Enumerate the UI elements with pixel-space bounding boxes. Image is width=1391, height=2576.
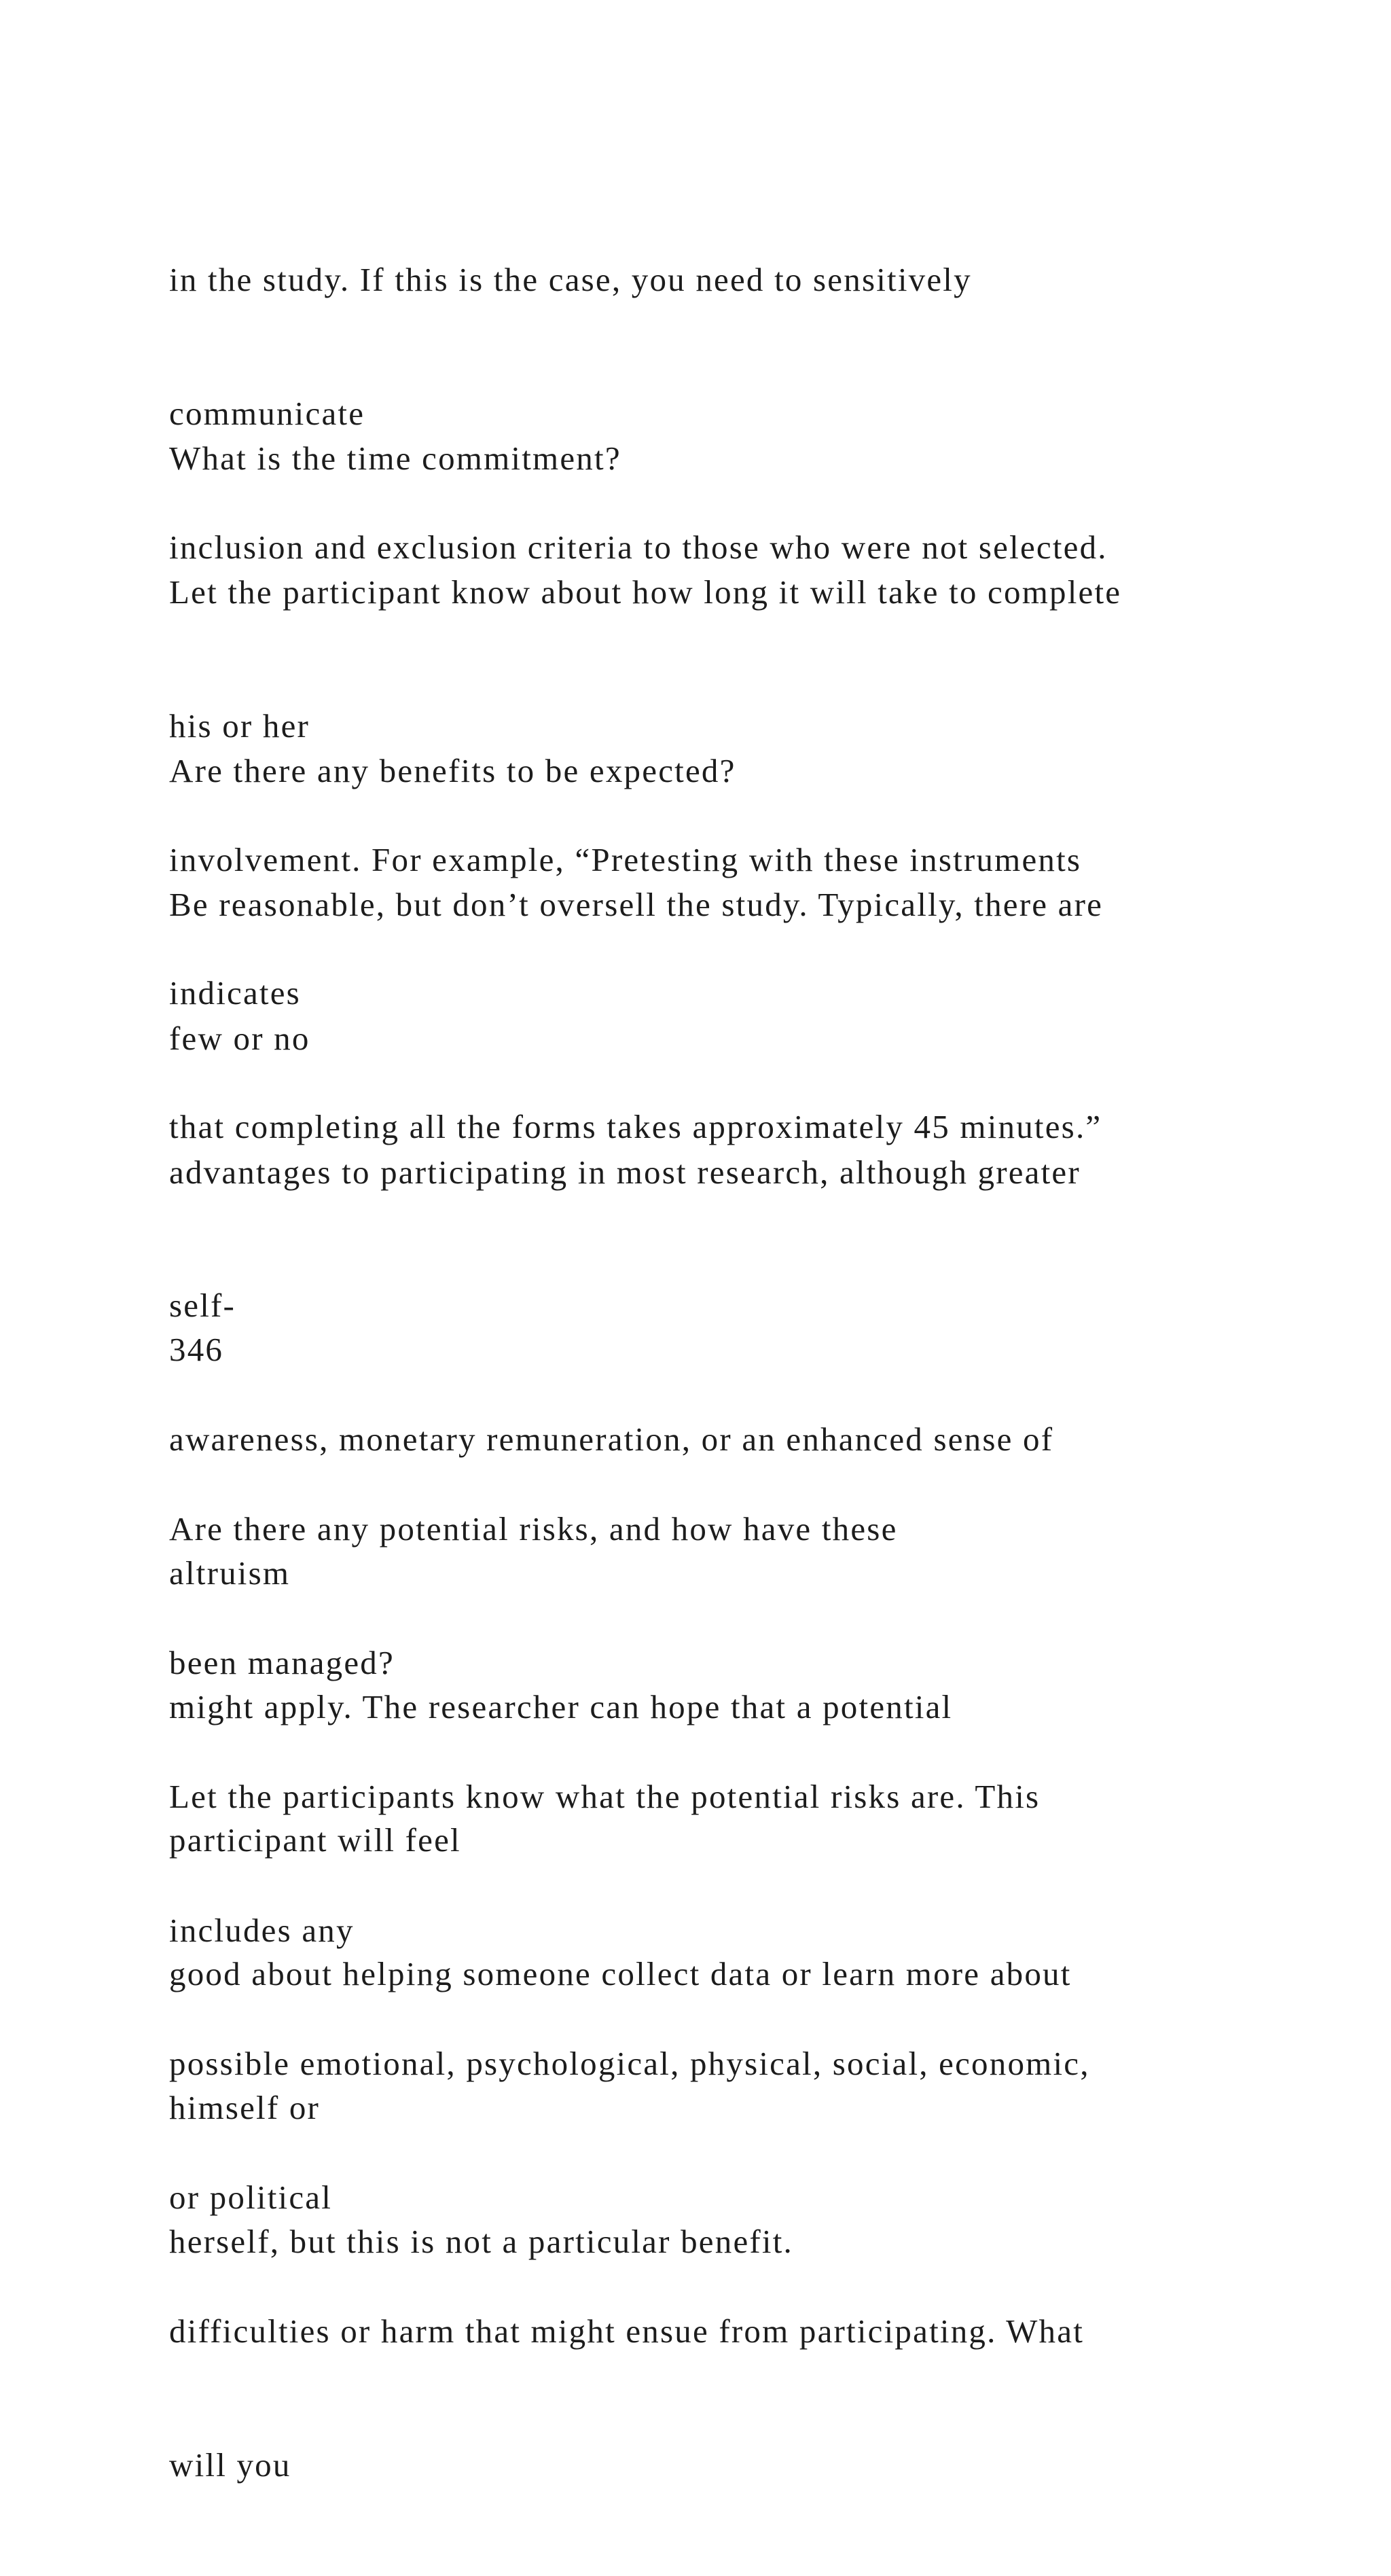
- text-line: in the study. If this is the case, you need to sensitively: [169, 261, 972, 299]
- text-line: difficulties or harm that might ensue from participating. What: [169, 2312, 1085, 2350]
- text-line: indicates: [169, 974, 301, 1012]
- text-line: might apply. The researcher can hope that a potential: [169, 1687, 953, 1725]
- text-line: herself, but this is not a particular benefit.: [169, 2222, 793, 2260]
- text-line: good about helping someone collect data or learn more about: [169, 1955, 1072, 1993]
- section-risks: [169, 1418, 1324, 2576]
- text-line: or political: [169, 2179, 333, 2217]
- section-heading: been managed?: [169, 1643, 395, 1681]
- text-line: Let the participants know what the potential risks are. This: [169, 1777, 1041, 1815]
- text-line: that completing all the forms takes approximately 45 minutes.”: [169, 1108, 1102, 1146]
- section-heading: Are there any potential risks, and how have these: [169, 1510, 898, 1548]
- text-line: Be reasonable, but don’t oversell the study. Typically, there are: [169, 885, 1104, 923]
- text-line: communicate: [169, 394, 365, 432]
- text-line: includes any: [169, 1911, 355, 1949]
- text-line: awareness, monetary remuneration, or an enhanced sense of: [169, 1420, 1054, 1459]
- text-line: participant will feel: [169, 1821, 461, 1859]
- text-line: Let the participant know about how long it will take to complete: [169, 573, 1122, 611]
- text-line: involvement. For example, “Pretesting with these instruments: [169, 840, 1082, 878]
- section-heading: Are there any benefits to be expected?: [169, 752, 736, 790]
- page-number-text: 346: [169, 1331, 224, 1369]
- text-line: himself or: [169, 2089, 321, 2126]
- text-line: few or no: [169, 1019, 310, 1057]
- text-line: his or her: [169, 706, 310, 745]
- section-heading: What is the time commitment?: [169, 440, 621, 478]
- text-line: inclusion and exclusion criteria to those who were not selected.: [169, 528, 1108, 566]
- text-line: altruism: [169, 1554, 291, 1592]
- text-line: self-: [169, 1287, 236, 1325]
- text-line: will you: [169, 2446, 291, 2484]
- text-line: possible emotional, psychological, physical, social, economic,: [169, 2045, 1090, 2083]
- text-line: advantages to participating in most research, although greater: [169, 1153, 1081, 1191]
